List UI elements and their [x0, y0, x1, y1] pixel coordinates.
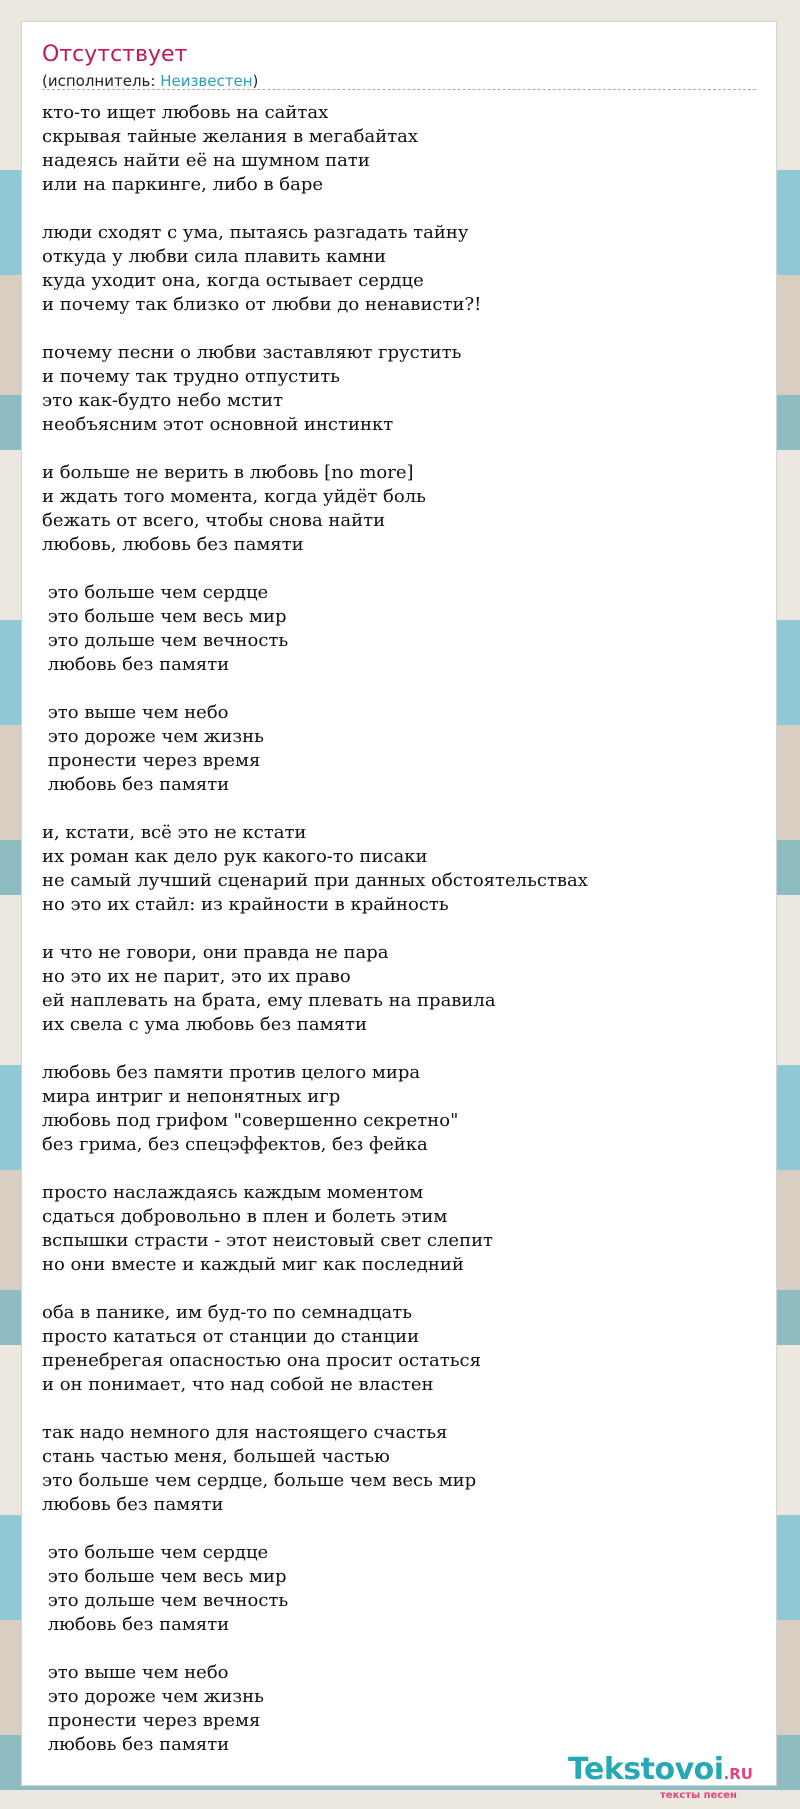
lyric-line: [42, 317, 752, 341]
lyric-line: кто-то ищет любовь на сайтах: [42, 102, 329, 123]
lyric-line: [42, 797, 752, 821]
lyric-line: пренебрегая опасностью она просит остаться: [42, 1350, 481, 1371]
lyric-line: [42, 1037, 752, 1061]
lyric-line: стань частью меня, большей частью: [42, 1446, 390, 1467]
lyric-line: это дороже чем жизнь: [42, 1686, 264, 1707]
lyric-line: [42, 437, 752, 461]
lyric-line: куда уходит она, когда остывает сердце: [42, 270, 424, 291]
lyric-line: и почему так трудно отпустить: [42, 366, 340, 387]
title-divider: [42, 89, 756, 90]
lyric-line: это дольше чем вечность: [42, 1590, 289, 1611]
lyric-line: [42, 1637, 752, 1661]
lyric-line: любовь, любовь без памяти: [42, 534, 304, 555]
lyric-line: это больше чем сердце: [42, 1542, 269, 1563]
lyric-line: любовь без памяти: [42, 654, 230, 675]
lyric-line: [42, 1277, 752, 1301]
lyric-line: это выше чем небо: [42, 1662, 229, 1683]
lyric-line: и больше не верить в любовь [no more]: [42, 462, 414, 483]
lyric-line: это выше чем небо: [42, 702, 229, 723]
artist-suffix: ): [252, 72, 259, 90]
lyric-line: [42, 1517, 752, 1541]
lyric-line: надеясь найти её на шумном пати: [42, 150, 370, 171]
lyric-line: пронести через время: [42, 1710, 261, 1731]
lyric-line: необъясним этот основной инстинкт: [42, 414, 394, 435]
lyric-line: это больше чем весь мир: [42, 1566, 287, 1587]
lyric-line: это больше чем сердце, больше чем весь мир: [42, 1470, 477, 1491]
lyric-line: оба в панике, им буд-то по семнадцать: [42, 1302, 413, 1323]
lyric-line: любовь без памяти против целого мира: [42, 1062, 421, 1083]
lyric-line: [42, 1397, 752, 1421]
lyric-line: [42, 1157, 752, 1181]
lyric-line: [42, 197, 752, 221]
lyric-line: это дороже чем жизнь: [42, 726, 264, 747]
lyric-line: просто кататься от станции до станции: [42, 1326, 420, 1347]
lyric-line: или на паркинге, либо в баре: [42, 174, 324, 195]
lyric-line: люди сходят с ума, пытаясь разгадать тайну: [42, 222, 469, 243]
logo-tagline: тексты песен: [660, 1790, 737, 1801]
lyric-line: и ждать того момента, когда уйдёт боль: [42, 486, 426, 507]
lyric-line: просто наслаждаясь каждым моментом: [42, 1182, 424, 1203]
lyric-line: это больше чем весь мир: [42, 606, 287, 627]
lyric-line: ей наплевать на брата, ему плевать на правила: [42, 990, 496, 1011]
lyric-line: но они вместе и каждый миг как последний: [42, 1254, 464, 1275]
lyric-line: любовь без памяти: [42, 1614, 230, 1635]
lyric-line: и что не говори, они правда не пара: [42, 942, 389, 963]
lyric-line: [42, 917, 752, 941]
lyrics-card: [21, 21, 777, 1786]
lyric-line: любовь без памяти: [42, 1494, 224, 1515]
lyric-line: их роман как дело рук какого-то писаки: [42, 846, 428, 867]
lyric-line: без грима, без спецэффектов, без фейка: [42, 1134, 428, 1155]
lyric-line: скрывая тайные желания в мегабайтах: [42, 126, 419, 147]
logo-wordmark: Tekstovoi: [568, 1752, 724, 1787]
lyric-line: это как-будто небо мстит: [42, 390, 283, 411]
lyric-line: не самый лучший сценарий при данных обстоятельствах: [42, 870, 588, 891]
lyric-line: пронести через время: [42, 750, 261, 771]
lyric-line: [42, 557, 752, 581]
lyric-line: это больше чем сердце: [42, 582, 269, 603]
artist-prefix: (исполнитель:: [42, 72, 161, 90]
lyric-line: так надо немного для настоящего счастья: [42, 1422, 448, 1443]
lyric-line: любовь без памяти: [42, 774, 230, 795]
lyric-line: это дольше чем вечность: [42, 630, 289, 651]
lyrics-text: [42, 101, 752, 1757]
lyric-line: и он понимает, что над собой не властен: [42, 1374, 434, 1395]
lyric-line: но это их не парит, это их право: [42, 966, 351, 987]
lyric-line: их свела с ума любовь без памяти: [42, 1014, 367, 1035]
lyric-line: почему песни о любви заставляют грустить: [42, 342, 462, 363]
song-title: Отсутствует: [42, 42, 188, 67]
lyric-line: бежать от всего, чтобы снова найти: [42, 510, 386, 531]
lyric-line: и, кстати, всё это не кстати: [42, 822, 307, 843]
lyric-line: и почему так близко от любви до ненависти?!: [42, 294, 482, 315]
lyric-line: [42, 677, 752, 701]
lyric-line: откуда у любви сила плавить камни: [42, 246, 386, 267]
lyric-line: мира интриг и непонятных игр: [42, 1086, 341, 1107]
artist-line: [42, 72, 258, 90]
logo-tld: .RU: [723, 1765, 753, 1783]
lyric-line: вспышки страсти - этот неистовый свет слепит: [42, 1230, 494, 1251]
lyric-line: сдаться добровольно в плен и болеть этим: [42, 1206, 448, 1227]
artist-link[interactable]: Неизвестен: [160, 72, 253, 90]
site-logo[interactable]: [568, 1752, 753, 1801]
lyric-line: но это их стайл: из крайности в крайность: [42, 894, 449, 915]
lyric-line: любовь без памяти: [42, 1734, 230, 1755]
lyric-line: любовь под грифом "совершенно секретно": [42, 1110, 459, 1131]
